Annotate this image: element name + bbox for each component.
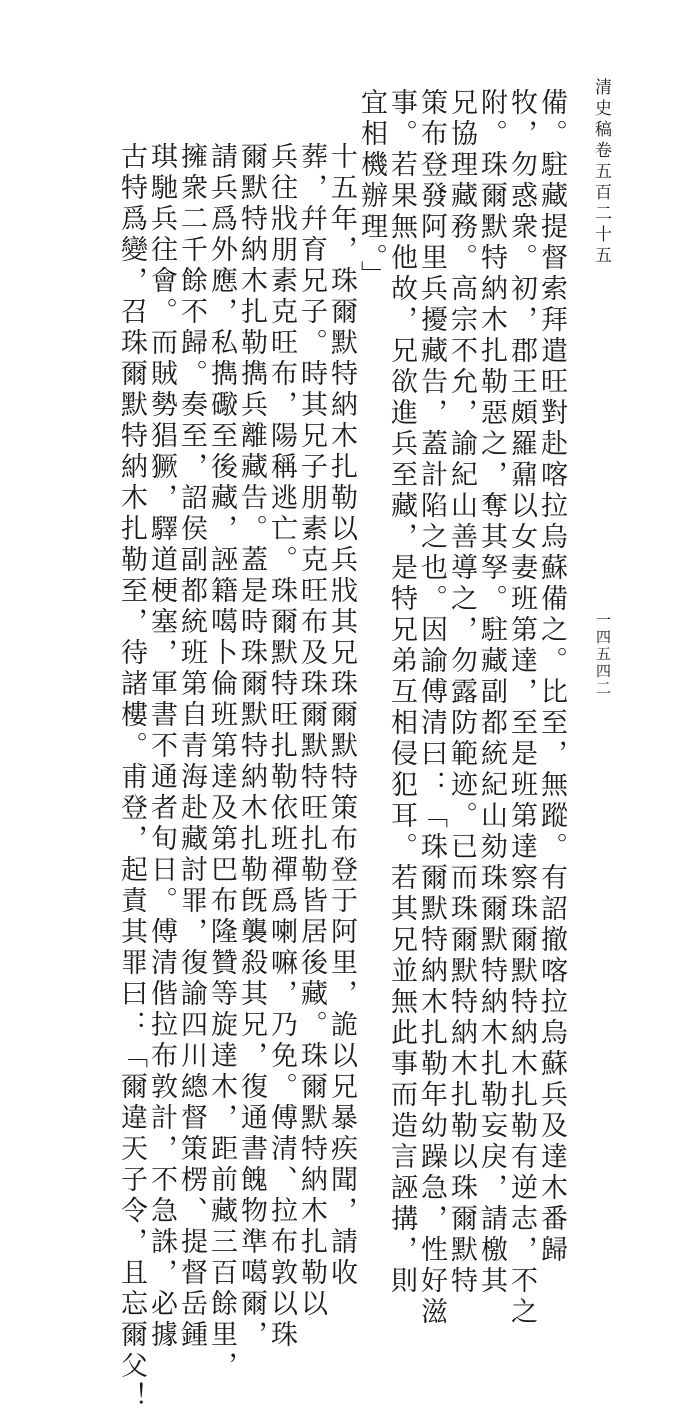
text-column: 爾默特納木扎勒擕兵離藏告。蓋是時珠爾默特納木扎勒旣襲殺其兄，復通書餽物準噶爾， bbox=[236, 142, 267, 1351]
text-column: 請兵爲外應，私擕礮至後藏，誣籍噶卜倫班第達及第巴布隆贊等旋達木，距前藏三百餘里， bbox=[206, 142, 237, 1382]
page-number: 一四五四二 bbox=[594, 612, 612, 697]
text-column: 古特爲變，召珠爾默特納木扎勒至，待諸樓。甫登，起責其罪曰：「爾違天子令，且忘爾父！ bbox=[116, 142, 147, 1413]
body-text bbox=[86, 88, 567, 1413]
text-column: 葬，幷育兄子。時其兄子朋素克旺布及珠爾默特旺扎勒皆居後藏。珠爾默特納木扎勒以 bbox=[296, 142, 327, 1320]
text-column: 宜相機辦理。」 bbox=[356, 88, 387, 292]
text-column: 擁衆二千餘不歸。奏至，詔侯副都統班第自青海赴藏討罪，復諭四川總督策楞、提督岳鍾 bbox=[176, 142, 207, 1351]
paragraph-1 bbox=[356, 88, 567, 1328]
text-column: 策布登發阿里兵擾藏告，蓋計陷之也。因諭傅清曰：「珠爾默特納木扎勒年幼躁急，性好滋 bbox=[416, 88, 447, 1328]
paragraph-2 bbox=[116, 88, 357, 1413]
text-column: 牧，勿惑衆。初，郡王頗羅鼐以女妻班第達，至是班第達察珠爾默特納木扎勒有逆志，不之 bbox=[506, 88, 537, 1328]
text-column: 事。若果無他故，兄欲進兵至藏，是特兄弟互相侵犯耳。若其兄並無此事而造言誣搆，則 bbox=[386, 88, 417, 1297]
text-column: 十五年，珠爾默特納木扎勒以兵戕其兄珠爾默特策布登于阿里，詭以兄暴疾聞，請收 bbox=[326, 142, 357, 1289]
text-column: 兵往戕朋素克旺布，陽稱逃亡。珠爾默特旺扎勒依班禪爲喇嘛，乃免。傅清、拉布敦以珠 bbox=[266, 142, 297, 1351]
text-column: 琪馳兵往會。而賊勢猖獗，驛道梗塞，軍書不通者旬日。傅清偕拉布敦計，不急誅，必據 bbox=[146, 142, 177, 1351]
text-column: 兄協理藏務。高宗不允，諭紀山善導之，勿露防範迹。已而珠爾默特納木扎勒以珠爾默特 bbox=[446, 88, 477, 1297]
running-title: 清史稿卷五百二十五 bbox=[591, 78, 611, 267]
text-column: 備。駐藏提督索拜遣旺對赴喀拉烏蘇備之。比至，無蹤。有詔撤喀拉烏蘇兵及達木番歸 bbox=[536, 88, 567, 1266]
text-column: 附。珠爾默特納木扎勒惡之，奪其孥。駐藏副都統紀山劾珠爾默特納木扎勒妄戾，請檄其 bbox=[476, 88, 507, 1297]
